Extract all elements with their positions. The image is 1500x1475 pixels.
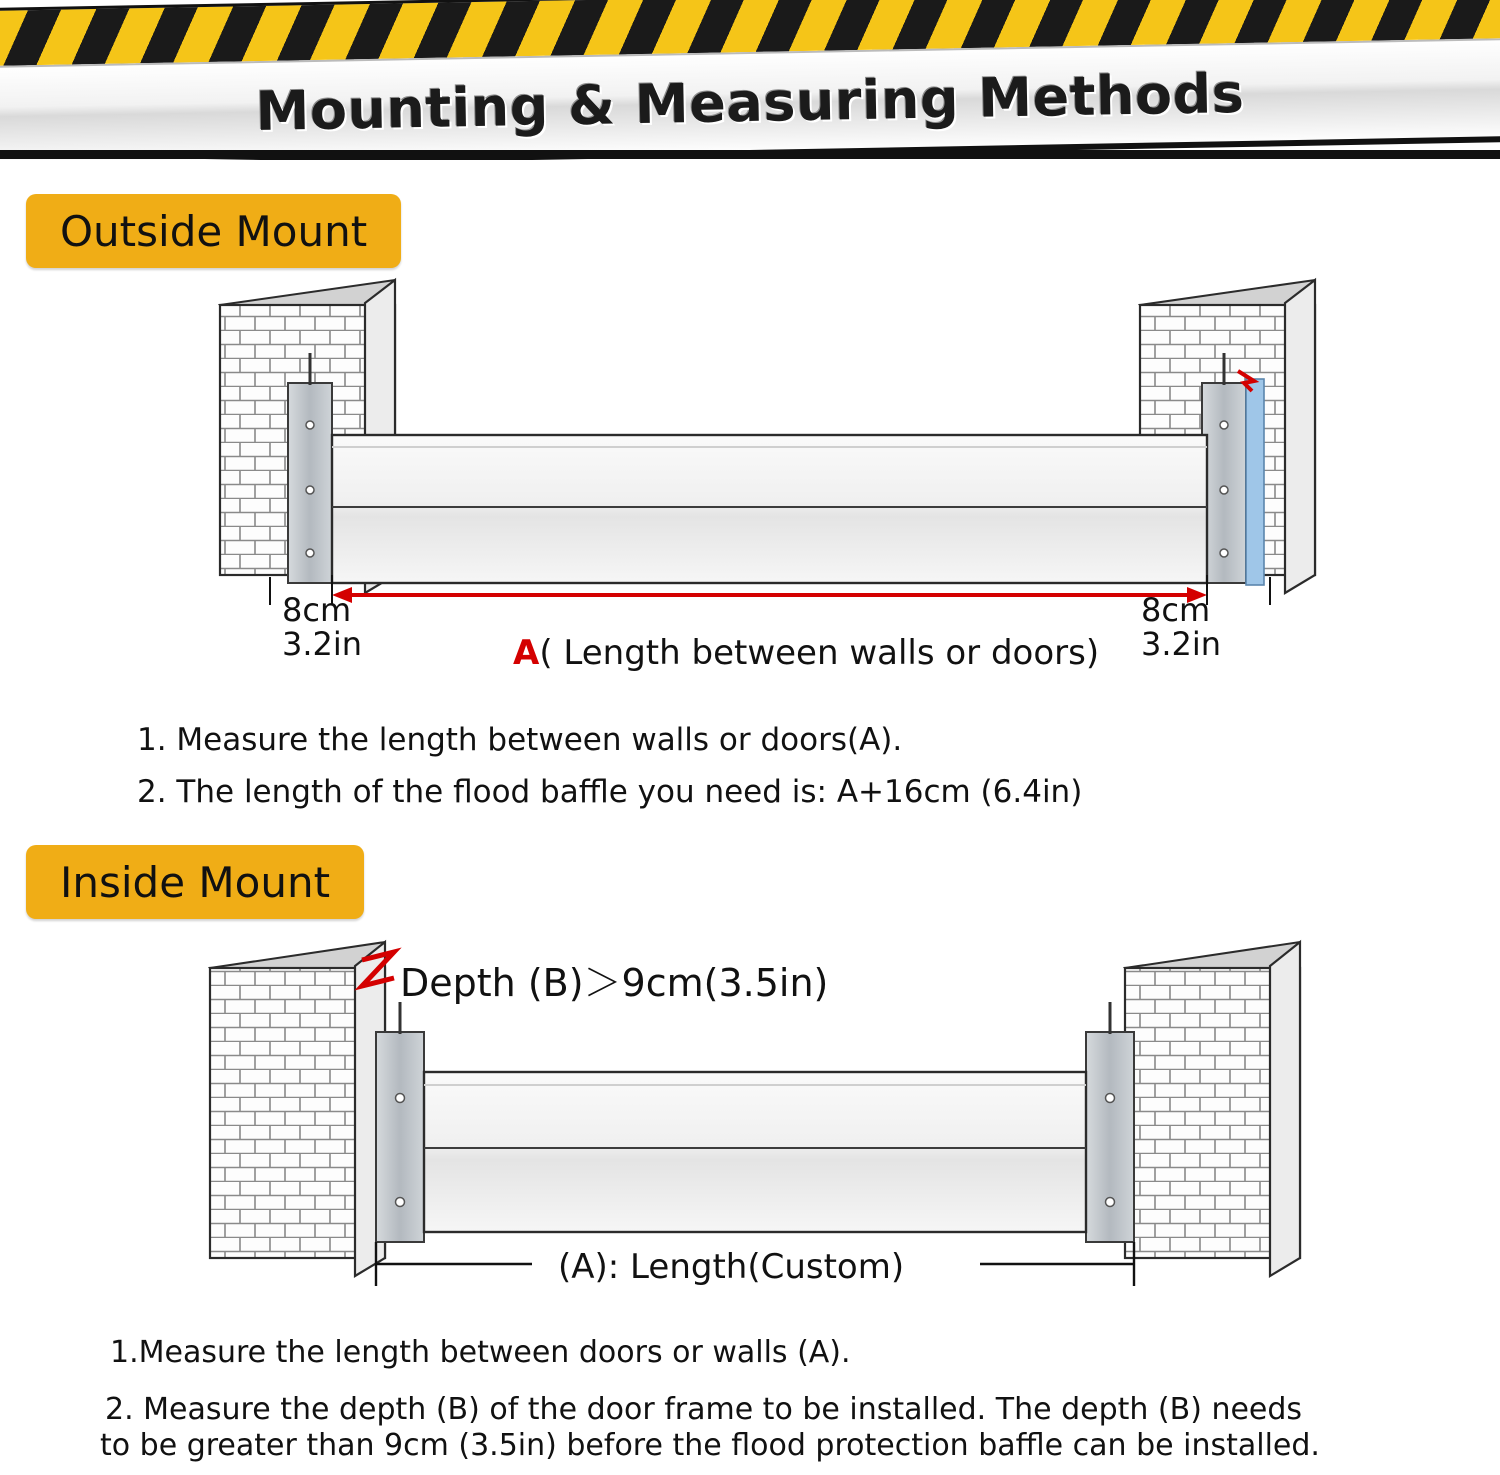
header-underline: [0, 150, 1500, 159]
section-label-inside-mount: [26, 845, 364, 919]
page-title: Mounting & Measuring Methods: [255, 61, 1245, 143]
length-label-inside: (A): Length(Custom): [558, 1247, 905, 1287]
left-margin-label-outside: [282, 591, 363, 663]
right-margin-in-outside: 3.2in: [1141, 624, 1222, 663]
inside-step-2-line2: to be greater than 9cm (3.5in) before the flood protection baffle can be installed.: [100, 1428, 1320, 1463]
left-wall-brick-inside: [210, 942, 385, 1276]
dimension-A-text: ( Length between walls or doors): [539, 633, 1100, 673]
outside-step-1: 1. Measure the length between walls or doors(A).: [137, 722, 903, 758]
flood-baffle-panel: [332, 435, 1207, 583]
section-label-outside-mount: [26, 194, 401, 268]
right-margin-cm-outside: 8cm: [1141, 591, 1211, 629]
inside-step-1: 1.Measure the length between doors or walls (A).: [110, 1335, 851, 1370]
left-mounting-bracket: [288, 353, 332, 583]
right-mounting-bracket: [1202, 353, 1264, 585]
left-margin-cm-outside: 8cm: [282, 591, 352, 629]
dimension-A-label: [513, 633, 1099, 673]
right-wall-brick-inside: [1125, 942, 1300, 1276]
depth-note-inside: Depth (B)＞9cm(3.5in): [400, 961, 829, 1005]
right-mounting-bracket-inside: [1086, 1002, 1134, 1242]
flood-baffle-panel-inside: [424, 1072, 1086, 1232]
section-label-outside-mount-text: Outside Mount: [60, 206, 368, 256]
outside-mount-diagram: [180, 275, 1360, 605]
left-margin-in-outside: 3.2in: [282, 624, 363, 663]
dimension-A-letter: A: [513, 633, 540, 673]
outside-step-2: 2. The length of the flood baffle you need is: A+16cm (6.4in): [137, 774, 1083, 810]
left-mounting-bracket-inside: [376, 1002, 424, 1242]
inside-step-2-line1: 2. Measure the depth (B) of the door frame to be installed. The depth (B) needs: [105, 1392, 1303, 1427]
section-label-inside-mount-text: Inside Mount: [60, 857, 331, 907]
header-banner: [0, 0, 1500, 160]
right-margin-label-outside: [1141, 591, 1222, 663]
outside-mount-svg: [180, 275, 1360, 605]
